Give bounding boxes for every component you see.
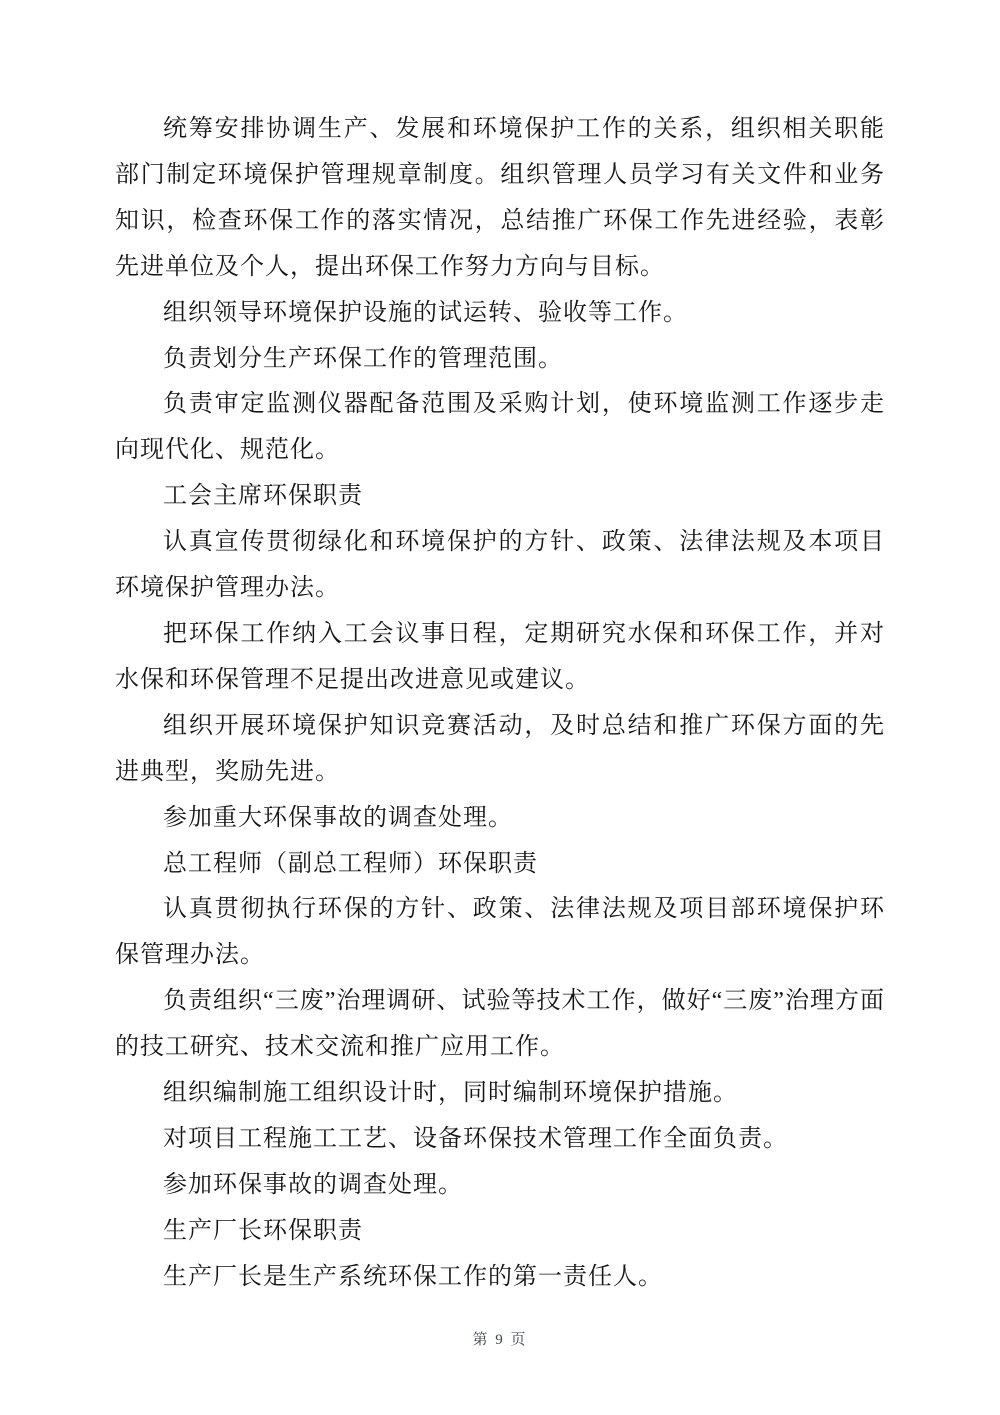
paragraph-heading: 生产厂长环保职责: [163, 1217, 363, 1244]
paragraph: 组织领导环境保护设施的试运转、验收等工作。: [163, 299, 688, 326]
paragraph: 负责划分生产环保工作的管理范围。: [163, 345, 563, 372]
document-body: [115, 107, 885, 1301]
page-number: 第 9 页: [472, 1332, 528, 1348]
paragraph: 统筹安排协调生产、发展和环境保护工作的关系，组织相关职能部门制定环境保护管理规章制度。组织管理人员学习有关文件和业务知识，检查环保工作的落实情况，总结推广环保工作先进经验，表彰先进单位及个人，提出环保工作努力方向与目标。: [115, 116, 885, 280]
paragraph: 负责审定监测仪器配备范围及采购计划，使环境监测工作逐步走向现代化、规范化。: [115, 391, 885, 464]
paragraph: 参加重大环保事故的调查处理。: [163, 804, 513, 831]
paragraph-heading: 总工程师（副总工程师）环保职责: [163, 850, 538, 877]
paragraph: 生产厂长是生产系统环保工作的第一责任人。: [163, 1263, 663, 1290]
paragraph: 参加环保事故的调查处理。: [163, 1171, 463, 1198]
paragraph: 把环保工作纳入工会议事日程，定期研究水保和环保工作，并对水保和环保管理不足提出改进意见或建议。: [115, 620, 885, 693]
paragraph: 认真贯彻执行环保的方针、政策、法律法规及项目部环境保护环保管理办法。: [115, 896, 885, 969]
paragraph: 对项目工程施工工艺、设备环保技术管理工作全面负责。: [163, 1125, 788, 1152]
paragraph: 认真宣传贯彻绿化和环境保护的方针、政策、法律法规及本项目环境保护管理办法。: [115, 529, 885, 602]
paragraph: 负责组织“三废”治理调研、试验等技术工作，做好“三废”治理方面的技工研究、技术交流和推广应用工作。: [115, 988, 885, 1061]
paragraph: 组织开展环境保护知识竞赛活动，及时总结和推广环保方面的先进典型，奖励先进。: [115, 712, 885, 785]
paragraph: 组织编制施工组织设计时，同时编制环境保护措施。: [163, 1080, 738, 1107]
paragraph-heading: 工会主席环保职责: [163, 483, 363, 510]
